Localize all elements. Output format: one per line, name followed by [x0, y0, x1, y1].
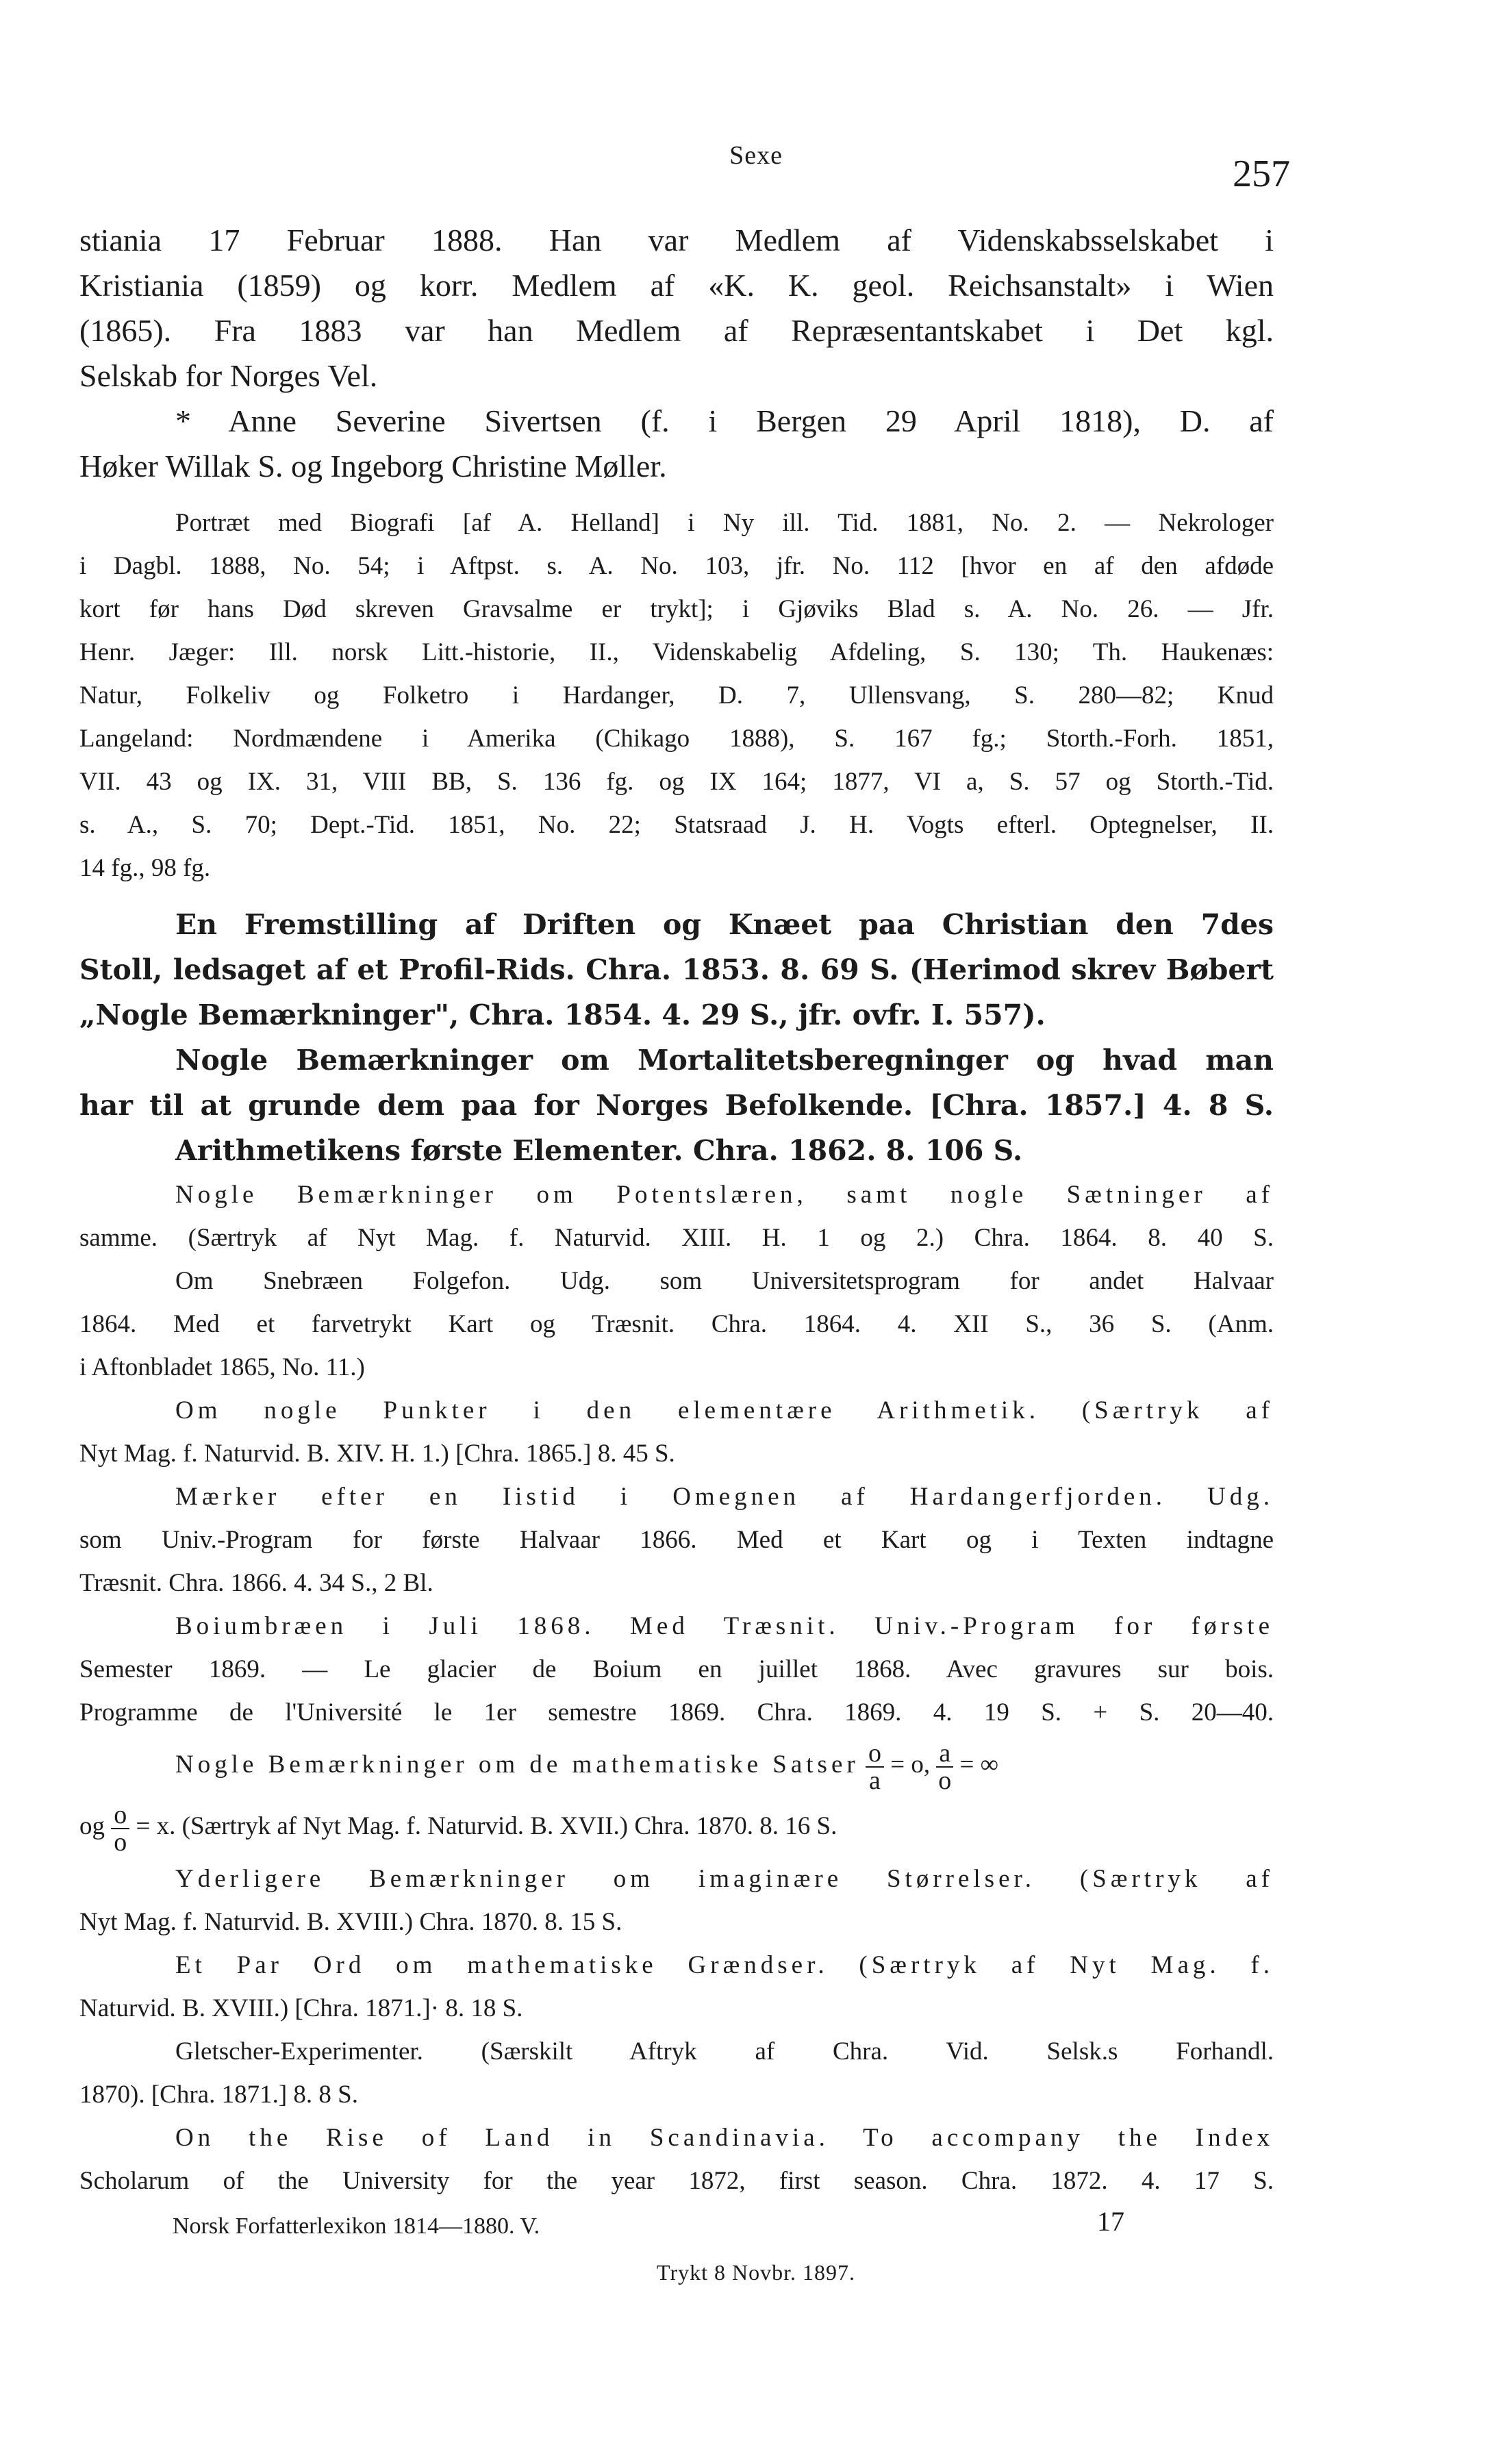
- fraction: [111, 1802, 129, 1855]
- denominator: a: [869, 1766, 881, 1795]
- work-entry: „Nogle Bemærkninger", Chra. 1854. 4. 29 S., jfr. ovfr. I. 557).: [79, 999, 1046, 1031]
- work-entry: Nogle Bemærkninger om Mortalitetsberegninger og hvad man: [175, 1044, 1274, 1077]
- works-list: [79, 1173, 1274, 2202]
- reference-line: 14 fg., 98 fg.: [79, 854, 211, 882]
- equation-part: = ∞: [959, 1750, 998, 1779]
- work-entry: Naturvid. B. XVIII.) [Chra. 1871.]· 8. 18 S.: [79, 1994, 523, 2022]
- work-entry: har til at grunde dem paa for Norges Befolkende. [Chra. 1857.] 4. 8 S.: [79, 1089, 1274, 1122]
- text-line: Selskab for Norges Vel.: [79, 358, 378, 393]
- work-entry: Et Par Ord om mathematiske Grændser. (Særtryk af Nyt Mag. f.: [175, 1951, 1274, 1979]
- work-entry: Nyt Mag. f. Naturvid. B. XIV. H. 1.) [Chra. 1865.] 8. 45 S.: [79, 1440, 675, 1468]
- fraction: [866, 1740, 884, 1794]
- page-number: 257: [1233, 153, 1290, 195]
- reference-line: kort før hans Død skreven Gravsalme er trykt]; i Gjøviks Blad s. A. No. 26. — Jfr.: [79, 595, 1274, 623]
- numerator: o: [111, 1802, 129, 1829]
- signature-mark: 17: [1097, 2206, 1124, 2237]
- reference-line: i Dagbl. 1888, No. 54; i Aftpst. s. A. No. 103, jfr. No. 112 [hvor en af den afdøde: [79, 552, 1274, 580]
- reference-line: Henr. Jæger: Ill. norsk Litt.-historie, II., Videnskabelig Afdeling, S. 130; Th. Haukenæs:: [79, 638, 1274, 666]
- math-text: og: [79, 1812, 105, 1840]
- work-entry: Stoll, ledsaget af et Profil-Rids. Chra. 1853. 8. 69 S. (Herimod skrev Bøbert: [79, 953, 1274, 986]
- text-line: stiania 17 Februar 1888. Han var Medlem af Videnskabsselskabet i: [79, 223, 1274, 258]
- math-line: [79, 1734, 1274, 1796]
- work-entry: Gletscher-Experimenter. (Særskilt Aftryk af Chra. Vid. Selsk.s Forhandl.: [175, 2037, 1274, 2066]
- references: [79, 501, 1274, 890]
- work-entry: Nogle Bemærkninger om Potentslæren, samt nogle Sætninger af: [175, 1181, 1274, 1209]
- work-entry: Mærker efter en Iistid i Omegnen af Hardangerfjorden. Udg.: [175, 1483, 1274, 1511]
- math-line: [79, 1796, 1274, 1857]
- reference-line: s. A., S. 70; Dept.-Tid. 1851, No. 22; Statsraad J. H. Vogts efterl. Optegnelser, II.: [79, 811, 1274, 839]
- work-entry: On the Rise of Land in Scandinavia. To accompany the Index: [175, 2124, 1274, 2152]
- work-entry: Scholarum of the University for the year 1872, first season. Chra. 1872. 4. 17 S.: [79, 2167, 1274, 2195]
- work-entry: Nyt Mag. f. Naturvid. B. XVIII.) Chra. 1870. 8. 15 S.: [79, 1908, 622, 1936]
- denominator: o: [114, 1827, 127, 1857]
- work-entry: 1864. Med et farvetrykt Kart og Træsnit. Chra. 1864. 4. XII S., 36 S. (Anm.: [79, 1310, 1274, 1338]
- work-entry: i Aftonbladet 1865, No. 11.): [79, 1353, 365, 1381]
- footer-source: Norsk Forfatterlexikon 1814—1880. V.: [173, 2213, 540, 2239]
- work-entry: En Fremstilling af Driften og Knæet paa Christian den 7des: [175, 908, 1274, 941]
- imprint-line: Trykt 8 Novbr. 1897.: [657, 2260, 855, 2285]
- running-head: Sexe: [729, 141, 783, 170]
- work-entry: Semester 1869. — Le glacier de Boium en juillet 1868. Avec gravures sur bois.: [79, 1655, 1274, 1683]
- text-line: Høker Willak S. og Ingeborg Christine Møller.: [79, 449, 667, 484]
- numerator: a: [936, 1740, 953, 1768]
- work-entry: 1870). [Chra. 1871.] 8. 8 S.: [79, 2081, 358, 2109]
- numerator: o: [866, 1740, 884, 1768]
- work-entry: som Univ.-Program for første Halvaar 1866. Med et Kart og i Texten indtagne: [79, 1526, 1274, 1554]
- fraction: [936, 1740, 953, 1794]
- reference-line: VII. 43 og IX. 31, VIII BB, S. 136 fg. og IX 164; 1877, VI a, S. 57 og Storth.-Tid.: [79, 768, 1274, 796]
- work-entry: Programme de l'Université le 1er semestre 1869. Chra. 1869. 4. 19 S. + S. 20—40.: [79, 1698, 1274, 1727]
- reference-line: Natur, Folkeliv og Folketro i Hardanger, D. 7, Ullensvang, S. 280—82; Knud: [79, 681, 1274, 710]
- work-entry: samme. (Særtryk af Nyt Mag. f. Naturvid. XIII. H. 1 og 2.) Chra. 1864. 8. 40 S.: [79, 1224, 1274, 1252]
- denominator: o: [938, 1766, 952, 1795]
- work-entry: Boiumbræen i Juli 1868. Med Træsnit. Univ.-Program for første: [175, 1612, 1274, 1640]
- work-entry: Om Snebræen Folgefon. Udg. som Universitetsprogram for andet Halvaar: [175, 1267, 1274, 1295]
- work-entry: Yderligere Bemærkninger om imaginære Størrelser. (Særtryk af: [175, 1865, 1274, 1893]
- reference-line: Langeland: Nordmændene i Amerika (Chikago 1888), S. 167 fg.; Storth.-Forh. 1851,: [79, 725, 1274, 753]
- text-line: (1865). Fra 1883 var han Medlem af Repræsentantskabet i Det kgl.: [79, 313, 1274, 348]
- math-text: Nogle Bemærkninger om de mathematiske Satser: [175, 1750, 859, 1779]
- text-line: * Anne Severine Sivertsen (f. i Bergen 29 April 1818), D. af: [175, 403, 1274, 438]
- work-entry: Arithmetikens første Elementer. Chra. 1862. 8. 106 S.: [175, 1134, 1023, 1167]
- body-text: [79, 218, 1274, 2202]
- work-entry: Om nogle Punkter i den elementære Arithmetik. (Særtryk af: [175, 1396, 1274, 1424]
- reference-line: Portræt med Biografi [af A. Helland] i Ny ill. Tid. 1881, No. 2. — Nekrologer: [175, 509, 1274, 537]
- text-line: Kristiania (1859) og korr. Medlem af «K. K. geol. Reichsanstalt» i Wien: [79, 268, 1274, 303]
- work-entry: Træsnit. Chra. 1866. 4. 34 S., 2 Bl.: [79, 1569, 433, 1597]
- math-text: = x. (Særtryk af Nyt Mag. f. Naturvid. B. XVII.) Chra. 1870. 8. 16 S.: [136, 1812, 837, 1840]
- equation-part: = o,: [890, 1750, 931, 1779]
